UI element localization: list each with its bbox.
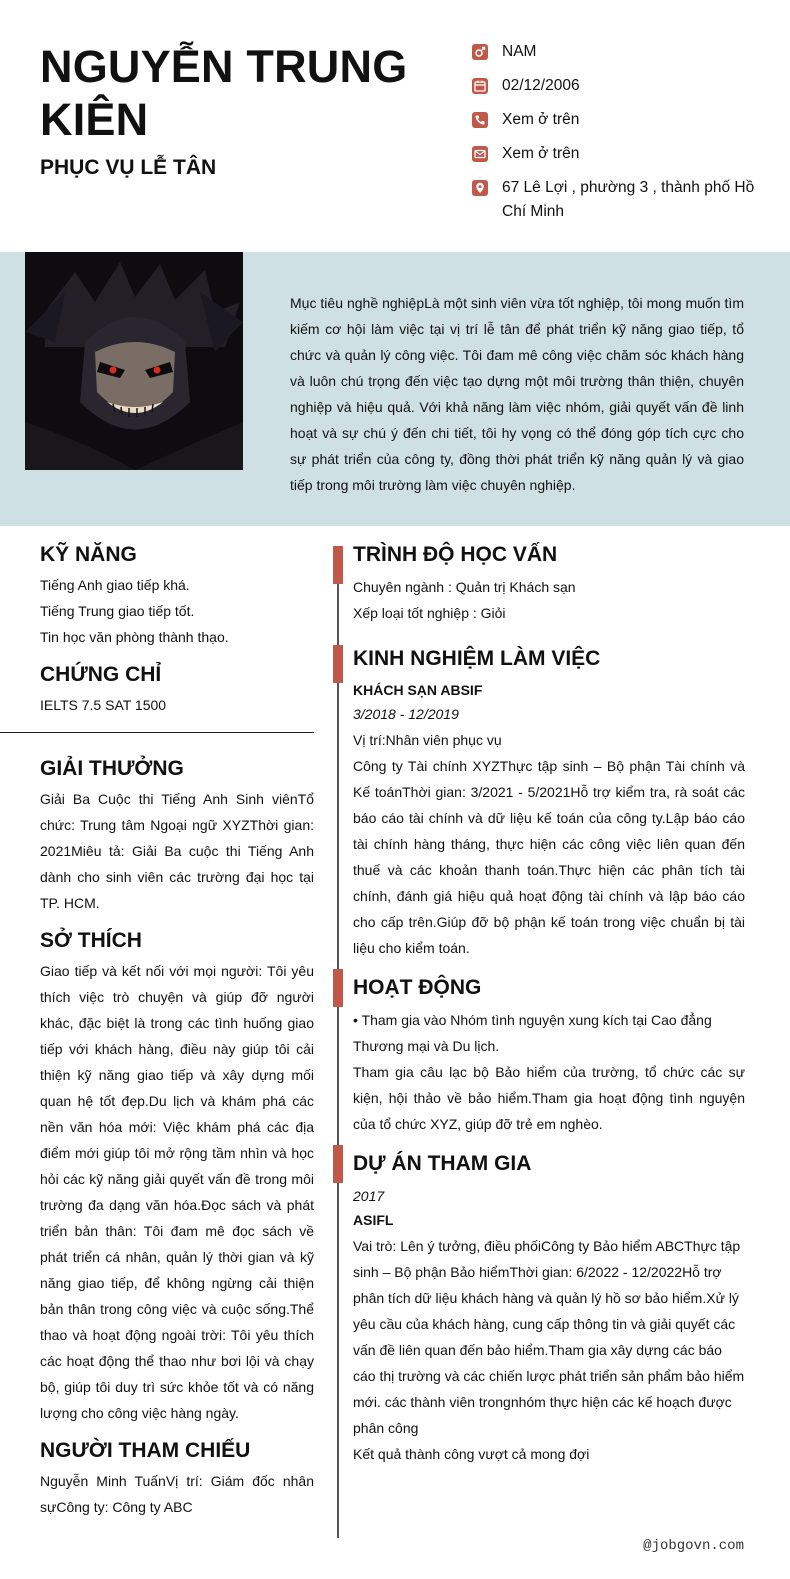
profile-band xyxy=(0,252,790,526)
experience-marker xyxy=(333,645,343,683)
contact-birthday xyxy=(472,74,762,98)
activities-marker xyxy=(333,969,343,1007)
hobbies-section xyxy=(40,926,314,1426)
experience-title: KINH NGHIỆM LÀM VIỆC xyxy=(353,647,601,670)
contact-address-value: 67 Lê Lợi , phường 3 , thành phố Hồ Chí Minh xyxy=(502,179,755,220)
hobbies-title: SỞ THÍCH xyxy=(40,929,142,952)
certificates-text: IELTS 7.5 SAT 1500 xyxy=(40,697,167,713)
skill-item: Tin học văn phòng thành thạo. xyxy=(40,629,229,645)
profile-photo xyxy=(25,252,243,470)
location-pin-icon xyxy=(472,180,488,196)
career-objective: Mục tiêu nghề nghiệpLà một sinh viên vừa tốt nghiệp, tôi mong muốn tìm kiếm cơ hội làm việc tại vị trí lễ tân để phát triển kỹ năng giao tiếp, tổ chức và quản lý công việc. Tôi đam mê công việc chăm sóc khách hàng và luôn chú trọng đến việc tạo dựng một môi trường thân thiện, chuyên nghiệp và hiệu quả. Với khả năng làm việc nhóm, giải quyết vấn đề linh hoạt và sự chú ý đến chi tiết, tôi hy vọng có thể đóng góp tích cực cho sự phát triển của công ty, đồng thời phát triển kỹ năng quản lý và giao tiếp trong môi trường làm việc chuyên nghiệp. xyxy=(290,295,744,493)
contact-birthday-value: 02/12/2006 xyxy=(502,77,580,94)
resume-header xyxy=(0,0,790,252)
references-text: Nguyễn Minh TuấnVị trí: Giám đốc nhân sựCông ty: Công ty ABC xyxy=(40,1473,314,1515)
experience-period: 3/2018 - 12/2019 xyxy=(353,706,459,722)
left-column xyxy=(40,540,314,1520)
experience-description: Công ty Tài chính XYZThực tập sinh – Bộ phận Tài chính và Kế toánThời gian: 3/2021 - 5/2021Hỗ trợ kiểm tra, rà soát các báo cáo tài chính và dữ liệu kế toán của công ty.Lập báo cáo tài chính hàng tháng, thực hiện các công việc liên quan đến thuế và các khoản thanh toán.Thực hiện các phân tích tài chính, đánh giá hiệu quả hoạt động tài chính và lập báo cáo cho cấp trên.Giúp đỡ bộ phận kế toán trong việc chuẩn bị tài liệu cho kiểm toán. xyxy=(353,758,745,956)
contact-gender-value: NAM xyxy=(502,43,537,60)
contact-phone xyxy=(472,108,762,132)
site-watermark: @jobgovn.com xyxy=(643,1538,744,1554)
activities-section xyxy=(353,973,745,1137)
project-year: 2017 xyxy=(353,1188,385,1204)
skill-item: Tiếng Anh giao tiếp khá. xyxy=(40,577,190,593)
education-grade: Xếp loại tốt nghiệp : Giỏi xyxy=(353,605,506,621)
calendar-icon xyxy=(472,78,488,94)
hobbies-text: Giao tiếp và kết nối với mọi người: Tôi yêu thích việc trò chuyện và giúp đỡ người khác, đặc biệt là trong các tình huống giao tiếp với khách hàng, điều này giúp tôi cải thiện kỹ năng giao tiếp và xây dựng mối quan hệ tốt đẹp.Du lịch và khám phá các nền văn hóa mới: Việc khám phá các địa điểm mới giúp tôi mở rộng tầm nhìn và học hỏi các kỹ năng giải quyết vấn đề trong môi trường đa dạng văn hóa.Đọc sách và phát triển bản thân: Tôi đam mê đọc sách về phát triển cá nhân, quản lý thời gian và kỹ năng giao tiếp, để không ngừng cải thiện bản thân trong công việc và cuộc sống.Thể thao và hoạt động ngoài trời: Tôi yêu thích các hoạt động thể thao như bơi lội và chạy bộ, giúp tôi duy trì sức khỏe tốt và có năng lượng cho công việc hàng ngày. xyxy=(40,963,314,1421)
experience-position: Vị trí:Nhân viên phục vụ xyxy=(353,732,502,748)
right-column xyxy=(353,540,745,1467)
references-section xyxy=(40,1436,314,1520)
experience-company: KHÁCH SẠN ABSIF xyxy=(353,682,483,698)
education-major: Chuyên ngành : Quản trị Khách sạn xyxy=(353,579,576,595)
activities-line: • Tham gia vào Nhóm tình nguyện xung kích tại Cao đẳng Thương mại và Du lịch. xyxy=(353,1012,712,1054)
education-marker xyxy=(333,546,343,584)
contact-email-value: Xem ở trên xyxy=(502,145,580,162)
column-divider xyxy=(337,546,339,1538)
project-result: Kết quả thành công vượt cả mong đợi xyxy=(353,1446,590,1462)
candidate-name: NGUYỄN TRUNG KIÊN xyxy=(40,41,408,145)
skill-item: Tiếng Trung giao tiếp tốt. xyxy=(40,603,195,619)
projects-marker xyxy=(333,1145,343,1183)
projects-title: DỰ ÁN THAM GIA xyxy=(353,1152,532,1175)
certificates-section xyxy=(40,660,314,718)
contact-list xyxy=(472,40,762,234)
education-title: TRÌNH ĐỘ HỌC VẤN xyxy=(353,543,558,566)
skills-section xyxy=(40,540,314,650)
project-name: ASIFL xyxy=(353,1212,394,1228)
contact-phone-value: Xem ở trên xyxy=(502,111,580,128)
references-title: NGƯỜI THAM CHIẾU xyxy=(40,1439,251,1462)
skills-title: KỸ NĂNG xyxy=(40,543,137,566)
awards-title: GIẢI THƯỞNG xyxy=(40,757,184,780)
contact-email xyxy=(472,142,762,166)
awards-text: Giải Ba Cuộc thi Tiếng Anh Sinh viênTổ chức: Trung tâm Ngoại ngữ XYZThời gian: 2021Miêu tả: Giải Ba cuộc thi Tiếng Anh dành cho sinh viên các trường đại học tại TP. HCM. xyxy=(40,791,314,911)
awards-section xyxy=(40,754,314,916)
education-section xyxy=(353,540,745,626)
email-icon xyxy=(472,146,488,162)
project-description: Vai trò: Lên ý tưởng, điều phốiCông ty Bảo hiểm ABCThực tập sinh – Bộ phận Bảo hiểmThời gian: 6/2022 - 12/2022Hỗ trợ phân tích dữ liệu khách hàng và quản lý hồ sơ bảo hiểm.Xử lý yêu cầu của khách hàng, cung cấp thông tin và giải quyết các vấn đề liên quan đến bảo hiểm.Tham gia xây dựng các báo cáo thị trường và các chiến lược phát triển sản phẩm bảo hiểm mới. các thành viên trongnhóm thực hiện các kế hoạch được phân công xyxy=(353,1238,745,1436)
contact-gender xyxy=(472,40,762,64)
job-title: PHỤC VỤ LỄ TÂN xyxy=(40,156,217,179)
projects-section xyxy=(353,1149,745,1467)
certificates-title: CHỨNG CHỈ xyxy=(40,663,162,686)
experience-section xyxy=(353,644,745,961)
contact-address xyxy=(472,176,762,224)
activities-line: Tham gia câu lạc bộ Bảo hiểm của trường, tổ chức các sự kiện, hội thảo về bảo hiểm.Tham gia hoạt động tình nguyện của tổ chức XYZ, giúp đỡ trẻ em nghèo. xyxy=(353,1064,745,1132)
gender-icon xyxy=(472,44,488,60)
phone-icon xyxy=(472,112,488,128)
activities-title: HOẠT ĐỘNG xyxy=(353,976,482,999)
